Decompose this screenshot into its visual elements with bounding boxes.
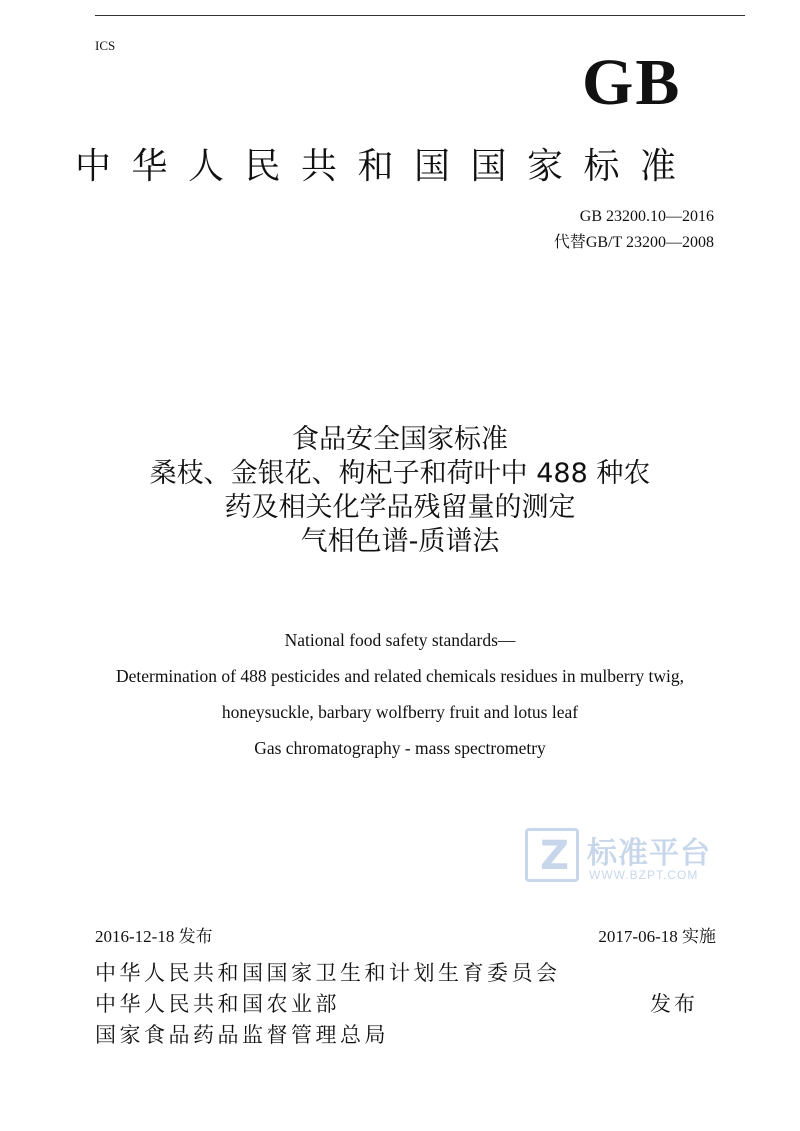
- standard-number: GB 23200.10—2016: [579, 208, 714, 225]
- ics-label: ICS: [95, 38, 116, 53]
- issuer: 国家食品药品监督管理总局: [95, 1023, 389, 1047]
- standard-number-block: [554, 204, 714, 256]
- issue-word: 发布: [650, 992, 698, 1016]
- english-title-line: Determination of 488 pesticides and related chemicals residues in mulberry twig,: [115, 666, 685, 686]
- watermark-letter: Z: [540, 833, 570, 879]
- title-line: 食品安全国家标准: [292, 424, 508, 455]
- publish-date: 2016-12-18 发布: [95, 927, 213, 946]
- english-title-line: Gas chromatography - mass spectrometry: [254, 738, 546, 758]
- watermark-text: 标准平台: [587, 836, 711, 871]
- english-title-line: honeysuckle, barbary wolfberry fruit and lotus leaf: [221, 702, 579, 722]
- gb-logo: GB: [582, 46, 682, 119]
- replaces-standard: 代替GB/T 23200—2008: [553, 234, 714, 251]
- title-line: 桑枝、金银花、枸杞子和荷叶中 488 种农: [149, 458, 651, 489]
- issuer: 中华人民共和国国家卫生和计划生育委员会: [95, 961, 561, 985]
- watermark-box-icon: [525, 828, 579, 882]
- english-title: [0, 622, 800, 766]
- watermark-logo: [525, 828, 725, 888]
- title-line: 气相色谱-质谱法: [300, 526, 500, 557]
- issuers-list: [95, 958, 561, 1051]
- issuer: 中华人民共和国农业部: [95, 992, 340, 1016]
- top-rule: [95, 15, 745, 16]
- chinese-title: [0, 423, 800, 559]
- watermark-url: WWW.BZPT.COM: [589, 868, 699, 882]
- title-line: 药及相关化学品残留量的测定: [224, 492, 576, 523]
- implement-date: 2017-06-18 实施: [598, 927, 716, 946]
- standard-title: 中华人民共和国国家标准: [75, 146, 697, 187]
- english-title-line: National food safety standards—: [284, 630, 516, 650]
